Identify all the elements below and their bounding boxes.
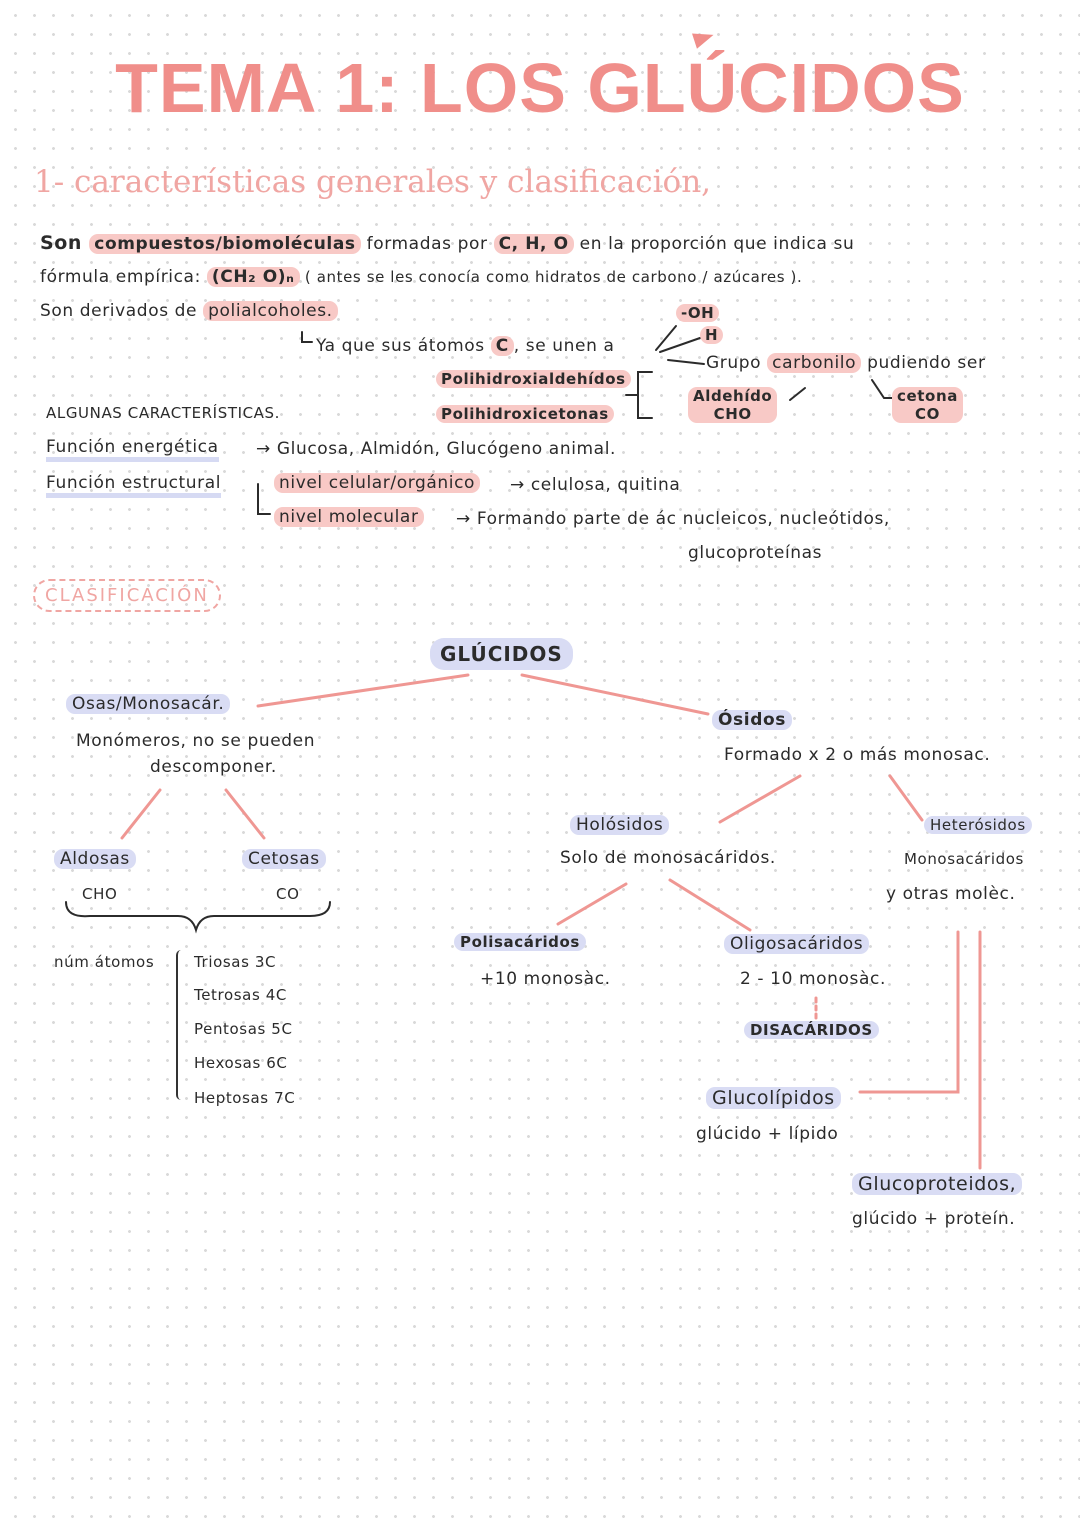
highlight-formula: (CH₂ O)ₙ (207, 267, 300, 287)
nivel-molecular-text-2: glucoproteínas (688, 543, 823, 563)
heterosidos-desc-1: Monosacáridos (904, 850, 1024, 868)
atom-item: Triosas 3C (194, 953, 277, 971)
caracteristicas-heading: ALGUNAS CARACTERÍSTICAS. (46, 404, 281, 422)
intro-line-4 (316, 336, 615, 356)
section-heading: 1- características generales y clasificación, (34, 164, 712, 200)
nivel-molecular-label: nivel molecular (274, 507, 424, 527)
num-atomos-label: núm átomos (54, 953, 155, 971)
aldehido-formula: CHO (713, 405, 752, 423)
intro-line-3 (40, 301, 338, 321)
osidos-node: Ósidos (712, 710, 792, 730)
oh-group: -OH (676, 304, 719, 322)
clasificacion-badge: CLASIFICACIÓN (33, 579, 221, 612)
funcion-energetica-label: Función energética (46, 437, 219, 462)
highlight-elements: C, H, O (494, 234, 574, 254)
intro-text: pudiendo ser (861, 353, 986, 373)
intro-line-2 (40, 267, 802, 287)
holosidos-node: Holósidos (570, 815, 669, 835)
intro-text: en la proporción que indica su (573, 234, 855, 254)
heterosidos-desc-2: y otras molèc. (886, 884, 1016, 904)
cetosas-node: Cetosas (242, 849, 326, 869)
polisacaridos-node: Polisacáridos (454, 933, 586, 951)
funcion-estructural-label: Función estructural (46, 473, 221, 498)
cetona-label: cetona (897, 387, 958, 405)
polisacaridos-desc: +10 monosàc. (480, 969, 611, 989)
nivel-celular-text: → celulosa, quitina (510, 475, 681, 495)
atom-item: Tetrosas 4C (194, 986, 287, 1004)
atom-item: Hexosas 6C (194, 1054, 288, 1072)
cetona-formula: CO (914, 405, 940, 423)
intro-text: Ya que sus átomos (316, 336, 491, 356)
page-title: TEMA 1: LOS GLÚCIDOS (115, 49, 965, 127)
polihidroxicetonas: Polihidroxicetonas (436, 405, 614, 423)
highlight-compuestos: compuestos/biomoléculas (89, 234, 360, 254)
polihidroxialdehidos: Polihidroxialdehídos (436, 370, 631, 388)
highlight-carbonilo: carbonilo (767, 353, 861, 373)
intro-text: Grupo (706, 353, 768, 373)
oligosacaridos-desc: 2 - 10 monosàc. (740, 969, 886, 989)
atoms-brace (176, 950, 181, 1100)
intro-text: Son derivados de (40, 301, 204, 321)
disacaridos-node: DISACÁRIDOS (744, 1021, 879, 1039)
intro-text: , se unen a (513, 336, 615, 356)
nivel-molecular-text: → Formando parte de ác nucleicos, nucleótidos, (456, 509, 890, 529)
intro-text: ( antes se les conocía como hidratos de carbono / azúcares ). (299, 268, 803, 286)
grupo-carbonilo-line (706, 353, 986, 373)
aldosas-formula: CHO (82, 885, 118, 903)
intro-text: formadas por (360, 234, 494, 254)
oligosacaridos-node: Oligosacáridos (724, 934, 869, 954)
osas-node: Osas/Monosacár. (66, 694, 230, 714)
osas-desc-1: Monómeros, no se pueden (76, 731, 316, 751)
holosidos-desc: Solo de monosacáridos. (560, 848, 776, 868)
intro-text: Son (40, 232, 90, 254)
highlight-polialcoholes: polialcoholes. (203, 301, 338, 321)
intro-line-1 (40, 232, 854, 254)
intro-text: fórmula empírica: (40, 267, 207, 287)
glucoproteidos-desc: glúcido + proteín. (852, 1209, 1016, 1229)
aldehido-box (688, 387, 777, 423)
osas-desc-2: descomponer. (150, 757, 277, 777)
atom-item: Heptosas 7C (194, 1089, 296, 1107)
glucolipidos-desc: glúcido + lípido (696, 1124, 839, 1144)
cetona-box (892, 387, 963, 423)
h-atom: H (700, 326, 723, 344)
atom-item: Pentosas 5C (194, 1020, 293, 1038)
cetosas-formula: CO (276, 885, 300, 903)
glucidos-root-node: GLÚCIDOS (430, 638, 573, 670)
funcion-energetica-text: → Glucosa, Almidón, Glucógeno animal. (256, 439, 617, 459)
glucoproteidos-node: Glucoproteidos, (852, 1173, 1022, 1195)
aldehido-label: Aldehído (693, 387, 773, 405)
nivel-celular-label: nivel celular/orgánico (274, 473, 480, 493)
glucolipidos-node: Glucolípidos (706, 1087, 841, 1109)
heterosidos-node: Heterósidos (924, 816, 1032, 834)
aldosas-node: Aldosas (54, 849, 136, 869)
osidos-desc: Formado x 2 o más monosac. (724, 745, 991, 765)
highlight-c: C (491, 336, 514, 356)
